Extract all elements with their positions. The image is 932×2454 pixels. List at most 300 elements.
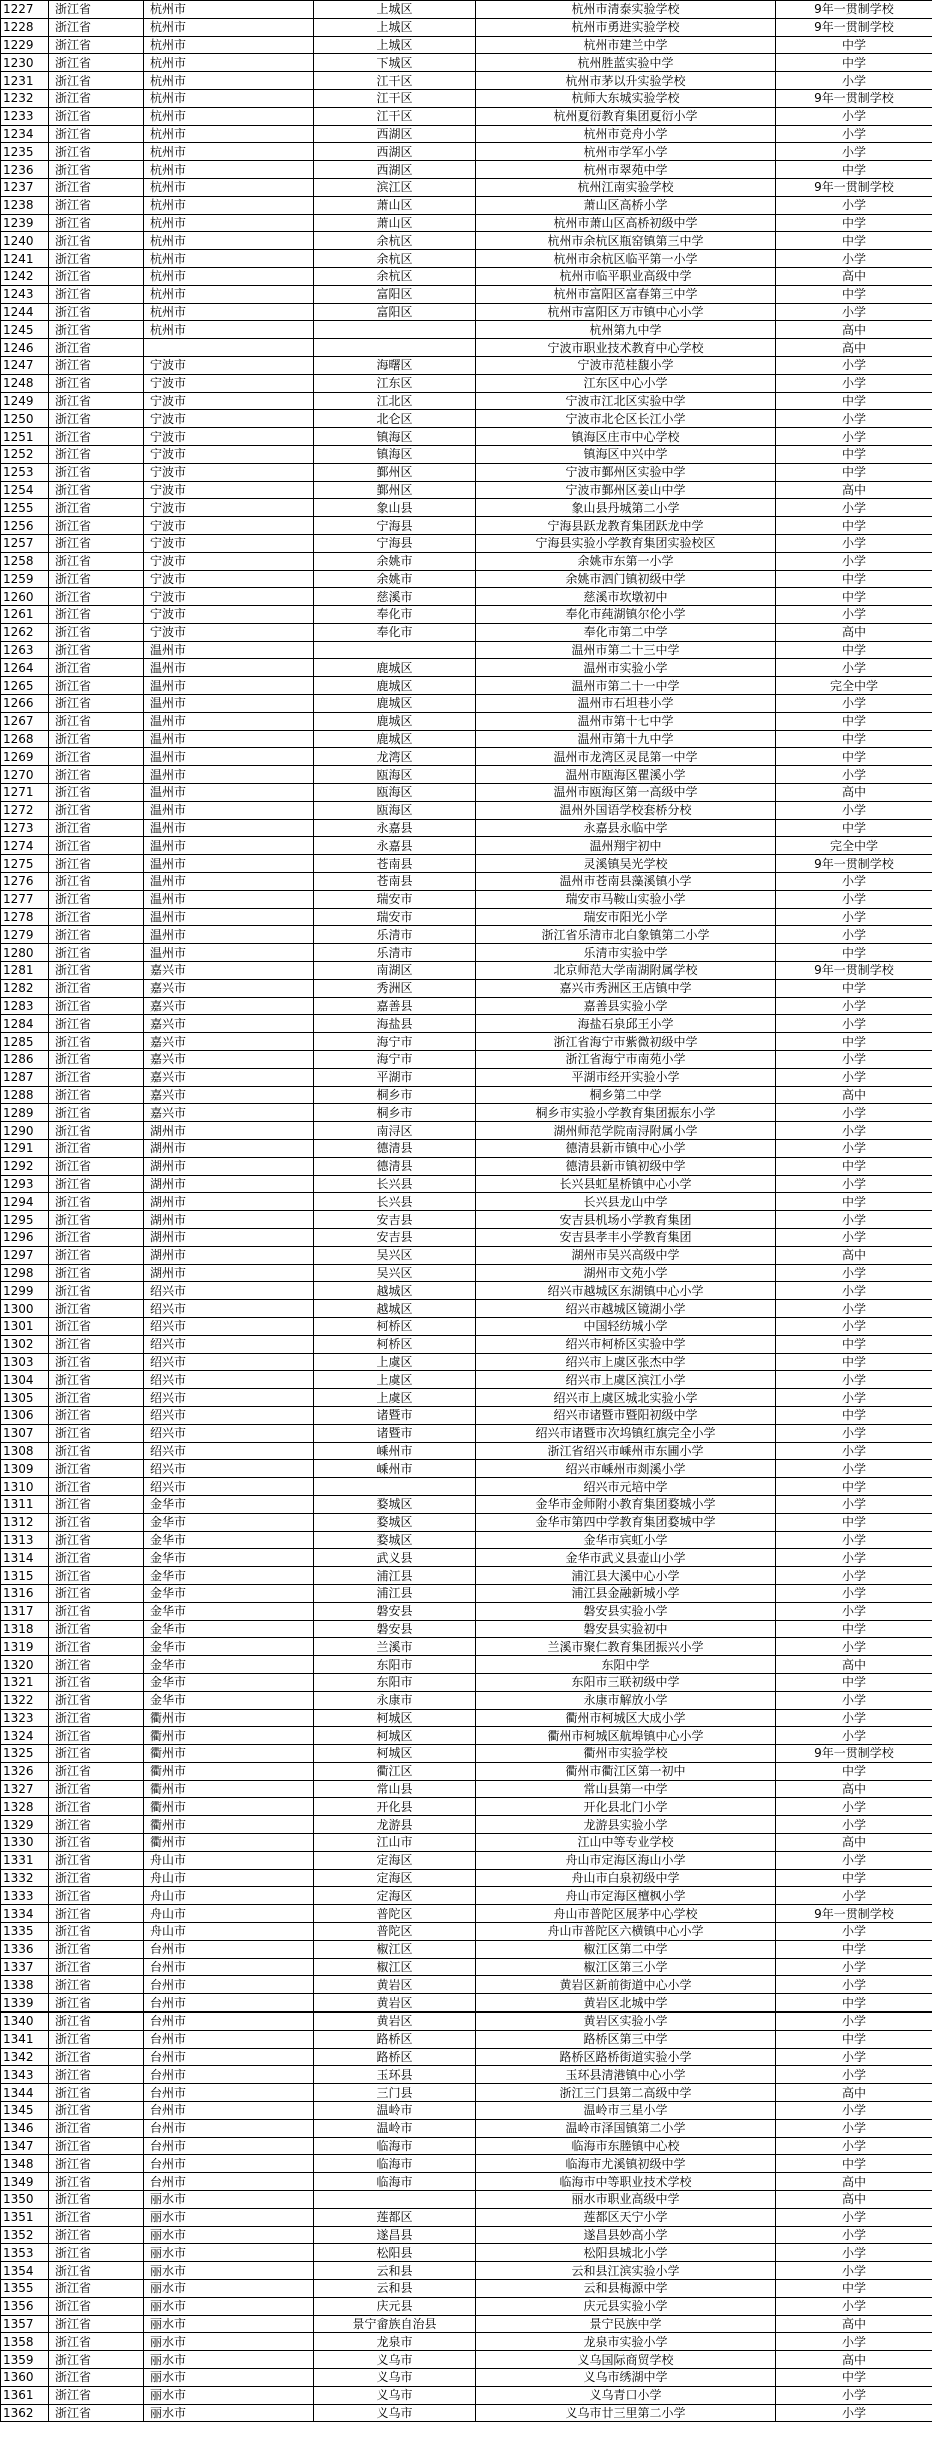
school-name-cell: 宁波市鄞州区姜山中学 bbox=[476, 481, 776, 499]
table-row bbox=[1, 730, 932, 748]
district-cell: 安吉县 bbox=[314, 1211, 476, 1229]
table-row bbox=[1, 1211, 932, 1229]
city-cell: 温州市 bbox=[144, 748, 314, 766]
row-number: 1333 bbox=[1, 1887, 49, 1905]
school-level-cell: 中学 bbox=[776, 1940, 932, 1958]
row-number: 1292 bbox=[1, 1157, 49, 1175]
table-row bbox=[1, 2351, 932, 2369]
district-cell: 江干区 bbox=[314, 107, 476, 125]
school-name-cell: 云和县梅源中学 bbox=[476, 2280, 776, 2298]
city-cell: 丽水市 bbox=[144, 2280, 314, 2298]
city-cell: 宁波市 bbox=[144, 410, 314, 428]
school-level-cell: 中学 bbox=[776, 517, 932, 535]
school-level-cell: 中学 bbox=[776, 819, 932, 837]
row-number: 1268 bbox=[1, 730, 49, 748]
city-cell: 金华市 bbox=[144, 1549, 314, 1567]
school-name-cell: 永嘉县永临中学 bbox=[476, 819, 776, 837]
school-level-cell: 小学 bbox=[776, 1958, 932, 1976]
city-cell: 宁波市 bbox=[144, 463, 314, 481]
district-cell: 萧山区 bbox=[314, 196, 476, 214]
school-name-cell: 长兴县龙山中学 bbox=[476, 1193, 776, 1211]
table-row bbox=[1, 2119, 932, 2137]
table-row bbox=[1, 1460, 932, 1478]
school-level-cell: 小学 bbox=[776, 196, 932, 214]
row-number: 1231 bbox=[1, 72, 49, 90]
district-cell: 瓯海区 bbox=[314, 766, 476, 784]
district-cell: 义乌市 bbox=[314, 2351, 476, 2369]
city-cell: 丽水市 bbox=[144, 2368, 314, 2386]
province-cell: 浙江省 bbox=[49, 214, 144, 232]
row-number: 1248 bbox=[1, 374, 49, 392]
school-name-cell: 绍兴市诸暨市暨阳初级中学 bbox=[476, 1406, 776, 1424]
row-number: 1235 bbox=[1, 143, 49, 161]
school-level-cell: 中学 bbox=[776, 161, 932, 179]
province-cell: 浙江省 bbox=[49, 481, 144, 499]
row-number: 1360 bbox=[1, 2368, 49, 2386]
row-number: 1327 bbox=[1, 1780, 49, 1798]
school-name-cell: 东阳中学 bbox=[476, 1656, 776, 1674]
row-number: 1340 bbox=[1, 2012, 49, 2030]
district-cell: 上城区 bbox=[314, 18, 476, 36]
school-level-cell: 中学 bbox=[776, 570, 932, 588]
province-cell: 浙江省 bbox=[49, 2351, 144, 2369]
table-row bbox=[1, 1584, 932, 1602]
school-level-cell: 完全中学 bbox=[776, 837, 932, 855]
table-row bbox=[1, 979, 932, 997]
school-name-cell: 湖州市文苑小学 bbox=[476, 1264, 776, 1282]
province-cell: 浙江省 bbox=[49, 1140, 144, 1158]
city-cell: 杭州市 bbox=[144, 18, 314, 36]
school-name-cell: 浙江省乐清市北白象镇第二小学 bbox=[476, 926, 776, 944]
city-cell: 台州市 bbox=[144, 2012, 314, 2030]
row-number: 1321 bbox=[1, 1673, 49, 1691]
province-cell: 浙江省 bbox=[49, 784, 144, 802]
school-name-cell: 玉环县清港镇中心小学 bbox=[476, 2066, 776, 2084]
province-cell: 浙江省 bbox=[49, 178, 144, 196]
province-cell: 浙江省 bbox=[49, 1460, 144, 1478]
province-cell: 浙江省 bbox=[49, 1086, 144, 1104]
school-name-cell: 温州市实验小学 bbox=[476, 659, 776, 677]
school-name-cell: 江山中等专业学校 bbox=[476, 1834, 776, 1852]
school-name-cell: 绍兴市柯桥区实验中学 bbox=[476, 1335, 776, 1353]
table-row bbox=[1, 997, 932, 1015]
city-cell: 宁波市 bbox=[144, 374, 314, 392]
city-cell: 绍兴市 bbox=[144, 1424, 314, 1442]
table-row bbox=[1, 178, 932, 196]
school-name-cell: 杭州市勇进实验学校 bbox=[476, 18, 776, 36]
table-row bbox=[1, 1015, 932, 1033]
city-cell: 丽水市 bbox=[144, 2262, 314, 2280]
district-cell: 苍南县 bbox=[314, 873, 476, 891]
school-level-cell: 小学 bbox=[776, 1798, 932, 1816]
row-number: 1344 bbox=[1, 2084, 49, 2102]
city-cell: 舟山市 bbox=[144, 1923, 314, 1941]
school-level-cell: 小学 bbox=[776, 2244, 932, 2262]
province-cell: 浙江省 bbox=[49, 161, 144, 179]
province-cell: 浙江省 bbox=[49, 570, 144, 588]
school-level-cell: 中学 bbox=[776, 54, 932, 72]
province-cell: 浙江省 bbox=[49, 712, 144, 730]
city-cell: 温州市 bbox=[144, 873, 314, 891]
province-cell: 浙江省 bbox=[49, 1656, 144, 1674]
school-level-cell: 9年一贯制学校 bbox=[776, 1905, 932, 1923]
city-cell: 绍兴市 bbox=[144, 1282, 314, 1300]
row-number: 1343 bbox=[1, 2066, 49, 2084]
table-row bbox=[1, 1638, 932, 1656]
school-level-cell: 中学 bbox=[776, 748, 932, 766]
school-name-cell: 杭州市临平职业高级中学 bbox=[476, 267, 776, 285]
district-cell: 柯城区 bbox=[314, 1745, 476, 1763]
province-cell: 浙江省 bbox=[49, 997, 144, 1015]
district-cell: 上虞区 bbox=[314, 1389, 476, 1407]
province-cell: 浙江省 bbox=[49, 374, 144, 392]
city-cell: 宁波市 bbox=[144, 606, 314, 624]
table-row bbox=[1, 1157, 932, 1175]
table-row bbox=[1, 1, 932, 19]
table-row bbox=[1, 641, 932, 659]
province-cell: 浙江省 bbox=[49, 1300, 144, 1318]
district-cell: 滨江区 bbox=[314, 178, 476, 196]
table-row bbox=[1, 1958, 932, 1976]
province-cell: 浙江省 bbox=[49, 979, 144, 997]
district-cell: 余杭区 bbox=[314, 232, 476, 250]
school-name-cell: 舟山市普陀区六横镇中心小学 bbox=[476, 1923, 776, 1941]
district-cell: 临海市 bbox=[314, 2155, 476, 2173]
school-level-cell: 中学 bbox=[776, 1620, 932, 1638]
city-cell: 湖州市 bbox=[144, 1228, 314, 1246]
district-cell: 婺城区 bbox=[314, 1513, 476, 1531]
school-name-cell: 温州市瓯海区瞿溪小学 bbox=[476, 766, 776, 784]
school-level-cell: 中学 bbox=[776, 1762, 932, 1780]
district-cell: 黄岩区 bbox=[314, 2012, 476, 2030]
school-name-cell: 舟山市定海区海山小学 bbox=[476, 1851, 776, 1869]
district-cell: 磐安县 bbox=[314, 1620, 476, 1638]
province-cell: 浙江省 bbox=[49, 1709, 144, 1727]
row-number: 1354 bbox=[1, 2262, 49, 2280]
city-cell: 宁波市 bbox=[144, 623, 314, 641]
school-level-cell: 小学 bbox=[776, 2297, 932, 2315]
table-row bbox=[1, 1905, 932, 1923]
city-cell: 宁波市 bbox=[144, 534, 314, 552]
school-level-cell: 小学 bbox=[776, 766, 932, 784]
province-cell: 浙江省 bbox=[49, 1282, 144, 1300]
school-level-cell: 小学 bbox=[776, 1567, 932, 1585]
city-cell: 金华市 bbox=[144, 1656, 314, 1674]
row-number: 1305 bbox=[1, 1389, 49, 1407]
district-cell: 龙游县 bbox=[314, 1816, 476, 1834]
table-row bbox=[1, 54, 932, 72]
table-row bbox=[1, 1994, 932, 2012]
province-cell: 浙江省 bbox=[49, 819, 144, 837]
province-cell: 浙江省 bbox=[49, 1335, 144, 1353]
school-level-cell: 小学 bbox=[776, 659, 932, 677]
district-cell: 宁海县 bbox=[314, 517, 476, 535]
school-name-cell: 金华市宾虹小学 bbox=[476, 1531, 776, 1549]
city-cell: 杭州市 bbox=[144, 232, 314, 250]
district-cell: 鄞州区 bbox=[314, 463, 476, 481]
city-cell: 衢州市 bbox=[144, 1727, 314, 1745]
table-row bbox=[1, 837, 932, 855]
province-cell: 浙江省 bbox=[49, 641, 144, 659]
district-cell: 萧山区 bbox=[314, 214, 476, 232]
district-cell: 桐乡市 bbox=[314, 1104, 476, 1122]
table-row bbox=[1, 1389, 932, 1407]
school-level-cell: 小学 bbox=[776, 1140, 932, 1158]
school-level-cell: 中学 bbox=[776, 944, 932, 962]
table-row bbox=[1, 250, 932, 268]
school-name-cell: 宁波市范桂馥小学 bbox=[476, 356, 776, 374]
table-row bbox=[1, 499, 932, 517]
district-cell: 下城区 bbox=[314, 54, 476, 72]
row-number: 1337 bbox=[1, 1958, 49, 1976]
row-number: 1331 bbox=[1, 1851, 49, 1869]
school-name-cell: 临海市尤溪镇初级中学 bbox=[476, 2155, 776, 2173]
table-row bbox=[1, 1068, 932, 1086]
school-level-cell: 小学 bbox=[776, 2012, 932, 2030]
table-row bbox=[1, 107, 932, 125]
school-name-cell: 宁波市北仑区长江小学 bbox=[476, 410, 776, 428]
row-number: 1267 bbox=[1, 712, 49, 730]
school-name-cell: 衢州市柯城区航埠镇中心小学 bbox=[476, 1727, 776, 1745]
school-name-cell: 杭州市茅以升实验学校 bbox=[476, 72, 776, 90]
row-number: 1227 bbox=[1, 1, 49, 19]
province-cell: 浙江省 bbox=[49, 1958, 144, 1976]
row-number: 1297 bbox=[1, 1246, 49, 1264]
district-cell: 东阳市 bbox=[314, 1673, 476, 1691]
row-number: 1286 bbox=[1, 1051, 49, 1069]
school-level-cell: 小学 bbox=[776, 1371, 932, 1389]
row-number: 1310 bbox=[1, 1478, 49, 1496]
row-number: 1229 bbox=[1, 36, 49, 54]
school-name-cell: 杭师大东城实验学校 bbox=[476, 89, 776, 107]
district-cell: 越城区 bbox=[314, 1282, 476, 1300]
row-number: 1361 bbox=[1, 2386, 49, 2404]
school-level-cell: 高中 bbox=[776, 1834, 932, 1852]
row-number: 1277 bbox=[1, 890, 49, 908]
row-number: 1278 bbox=[1, 908, 49, 926]
table-row bbox=[1, 1442, 932, 1460]
province-cell: 浙江省 bbox=[49, 267, 144, 285]
row-number: 1357 bbox=[1, 2315, 49, 2333]
city-cell: 湖州市 bbox=[144, 1193, 314, 1211]
school-level-cell: 小学 bbox=[776, 1104, 932, 1122]
school-name-cell: 义乌市廿三里第二小学 bbox=[476, 2404, 776, 2422]
school-name-cell: 磐安县实验初中 bbox=[476, 1620, 776, 1638]
row-number: 1254 bbox=[1, 481, 49, 499]
row-number: 1264 bbox=[1, 659, 49, 677]
school-level-cell: 9年一贯制学校 bbox=[776, 1745, 932, 1763]
district-cell: 西湖区 bbox=[314, 125, 476, 143]
school-level-cell: 小学 bbox=[776, 499, 932, 517]
city-cell: 衢州市 bbox=[144, 1709, 314, 1727]
school-level-cell: 小学 bbox=[776, 1051, 932, 1069]
city-cell: 宁波市 bbox=[144, 517, 314, 535]
district-cell: 鹿城区 bbox=[314, 712, 476, 730]
school-name-cell: 绍兴市上虞区城北实验小学 bbox=[476, 1389, 776, 1407]
row-number: 1342 bbox=[1, 2048, 49, 2066]
table-row bbox=[1, 36, 932, 54]
province-cell: 浙江省 bbox=[49, 1976, 144, 1994]
school-level-cell: 中学 bbox=[776, 2155, 932, 2173]
district-cell bbox=[314, 2191, 476, 2209]
province-cell: 浙江省 bbox=[49, 606, 144, 624]
school-name-cell: 宁海县实验小学教育集团实验校区 bbox=[476, 534, 776, 552]
school-level-cell: 小学 bbox=[776, 1691, 932, 1709]
school-name-cell: 杭州市富阳区万市镇中心小学 bbox=[476, 303, 776, 321]
row-number: 1309 bbox=[1, 1460, 49, 1478]
row-number: 1238 bbox=[1, 196, 49, 214]
province-cell: 浙江省 bbox=[49, 1638, 144, 1656]
city-cell: 台州市 bbox=[144, 2084, 314, 2102]
district-cell: 上虞区 bbox=[314, 1371, 476, 1389]
school-name-cell: 绍兴市上虞区滨江小学 bbox=[476, 1371, 776, 1389]
city-cell: 台州市 bbox=[144, 2048, 314, 2066]
table-row bbox=[1, 392, 932, 410]
school-name-cell: 东阳市三联初级中学 bbox=[476, 1673, 776, 1691]
row-number: 1260 bbox=[1, 588, 49, 606]
school-table-body bbox=[1, 1, 932, 2422]
row-number: 1273 bbox=[1, 819, 49, 837]
district-cell: 常山县 bbox=[314, 1780, 476, 1798]
city-cell: 杭州市 bbox=[144, 143, 314, 161]
city-cell: 温州市 bbox=[144, 784, 314, 802]
province-cell: 浙江省 bbox=[49, 1211, 144, 1229]
school-level-cell: 中学 bbox=[776, 2030, 932, 2048]
table-row bbox=[1, 1798, 932, 1816]
city-cell: 温州市 bbox=[144, 837, 314, 855]
school-level-cell: 小学 bbox=[776, 534, 932, 552]
school-name-cell: 磐安县实验小学 bbox=[476, 1602, 776, 1620]
city-cell: 宁波市 bbox=[144, 552, 314, 570]
city-cell: 丽水市 bbox=[144, 2191, 314, 2209]
school-name-cell: 萧山区高桥小学 bbox=[476, 196, 776, 214]
school-name-cell: 浙江省海宁市紫微初级中学 bbox=[476, 1033, 776, 1051]
table-row bbox=[1, 1923, 932, 1941]
city-cell: 嘉兴市 bbox=[144, 979, 314, 997]
table-row bbox=[1, 588, 932, 606]
school-name-cell: 宁波市职业技术教育中心学校 bbox=[476, 339, 776, 357]
province-cell: 浙江省 bbox=[49, 1905, 144, 1923]
city-cell: 绍兴市 bbox=[144, 1300, 314, 1318]
school-level-cell: 中学 bbox=[776, 2368, 932, 2386]
table-row bbox=[1, 1140, 932, 1158]
province-cell: 浙江省 bbox=[49, 1691, 144, 1709]
district-cell: 柯桥区 bbox=[314, 1317, 476, 1335]
school-name-cell: 温州市第二十一中学 bbox=[476, 677, 776, 695]
province-cell: 浙江省 bbox=[49, 1673, 144, 1691]
school-level-cell: 小学 bbox=[776, 1300, 932, 1318]
table-row bbox=[1, 2102, 932, 2120]
school-level-cell: 小学 bbox=[776, 428, 932, 446]
province-cell: 浙江省 bbox=[49, 855, 144, 873]
school-name-cell: 绍兴市嵊州市剡溪小学 bbox=[476, 1460, 776, 1478]
school-level-cell: 小学 bbox=[776, 2102, 932, 2120]
table-row bbox=[1, 1976, 932, 1994]
province-cell: 浙江省 bbox=[49, 356, 144, 374]
table-row bbox=[1, 908, 932, 926]
city-cell: 湖州市 bbox=[144, 1246, 314, 1264]
city-cell: 湖州市 bbox=[144, 1140, 314, 1158]
province-cell: 浙江省 bbox=[49, 1620, 144, 1638]
district-cell: 余杭区 bbox=[314, 267, 476, 285]
school-name-cell: 舟山市定海区檀枫小学 bbox=[476, 1887, 776, 1905]
district-cell: 普陀区 bbox=[314, 1923, 476, 1941]
district-cell: 江北区 bbox=[314, 392, 476, 410]
school-level-cell: 小学 bbox=[776, 72, 932, 90]
table-row bbox=[1, 1816, 932, 1834]
province-cell: 浙江省 bbox=[49, 890, 144, 908]
row-number: 1287 bbox=[1, 1068, 49, 1086]
district-cell: 上虞区 bbox=[314, 1353, 476, 1371]
city-cell: 台州市 bbox=[144, 1940, 314, 1958]
row-number: 1320 bbox=[1, 1656, 49, 1674]
row-number: 1328 bbox=[1, 1798, 49, 1816]
district-cell: 浦江县 bbox=[314, 1584, 476, 1602]
province-cell: 浙江省 bbox=[49, 1798, 144, 1816]
row-number: 1315 bbox=[1, 1567, 49, 1585]
city-cell: 温州市 bbox=[144, 855, 314, 873]
province-cell: 浙江省 bbox=[49, 2386, 144, 2404]
row-number: 1358 bbox=[1, 2333, 49, 2351]
city-cell: 台州市 bbox=[144, 2102, 314, 2120]
school-level-cell: 中学 bbox=[776, 588, 932, 606]
district-cell: 永康市 bbox=[314, 1691, 476, 1709]
row-number: 1312 bbox=[1, 1513, 49, 1531]
table-row bbox=[1, 2244, 932, 2262]
district-cell: 江东区 bbox=[314, 374, 476, 392]
school-name-cell: 温州市龙湾区灵昆第一中学 bbox=[476, 748, 776, 766]
province-cell: 浙江省 bbox=[49, 107, 144, 125]
school-level-cell: 中学 bbox=[776, 1478, 932, 1496]
table-row bbox=[1, 2333, 932, 2351]
row-number: 1314 bbox=[1, 1549, 49, 1567]
province-cell: 浙江省 bbox=[49, 1834, 144, 1852]
table-row bbox=[1, 267, 932, 285]
school-name-cell: 杭州市翠苑中学 bbox=[476, 161, 776, 179]
table-row bbox=[1, 2226, 932, 2244]
province-cell: 浙江省 bbox=[49, 1317, 144, 1335]
table-row bbox=[1, 784, 932, 802]
district-cell: 路桥区 bbox=[314, 2030, 476, 2048]
city-cell: 金华市 bbox=[144, 1620, 314, 1638]
school-level-cell: 中学 bbox=[776, 214, 932, 232]
school-level-cell: 高中 bbox=[776, 1656, 932, 1674]
school-name-cell: 嘉善县实验小学 bbox=[476, 997, 776, 1015]
province-cell: 浙江省 bbox=[49, 1869, 144, 1887]
row-number: 1296 bbox=[1, 1228, 49, 1246]
school-level-cell: 高中 bbox=[776, 1086, 932, 1104]
city-cell: 温州市 bbox=[144, 641, 314, 659]
province-cell: 浙江省 bbox=[49, 1940, 144, 1958]
school-level-cell: 小学 bbox=[776, 1122, 932, 1140]
table-row bbox=[1, 125, 932, 143]
city-cell: 嘉兴市 bbox=[144, 1015, 314, 1033]
district-cell: 余姚市 bbox=[314, 552, 476, 570]
city-cell: 温州市 bbox=[144, 819, 314, 837]
province-cell: 浙江省 bbox=[49, 730, 144, 748]
table-row bbox=[1, 801, 932, 819]
city-cell: 丽水市 bbox=[144, 2333, 314, 2351]
school-level-cell: 中学 bbox=[776, 730, 932, 748]
row-number: 1322 bbox=[1, 1691, 49, 1709]
school-level-cell: 中学 bbox=[776, 36, 932, 54]
city-cell: 宁波市 bbox=[144, 445, 314, 463]
school-name-cell: 浦江县金融新城小学 bbox=[476, 1584, 776, 1602]
city-cell: 绍兴市 bbox=[144, 1371, 314, 1389]
row-number: 1233 bbox=[1, 107, 49, 125]
city-cell: 衢州市 bbox=[144, 1834, 314, 1852]
table-row bbox=[1, 2404, 932, 2422]
